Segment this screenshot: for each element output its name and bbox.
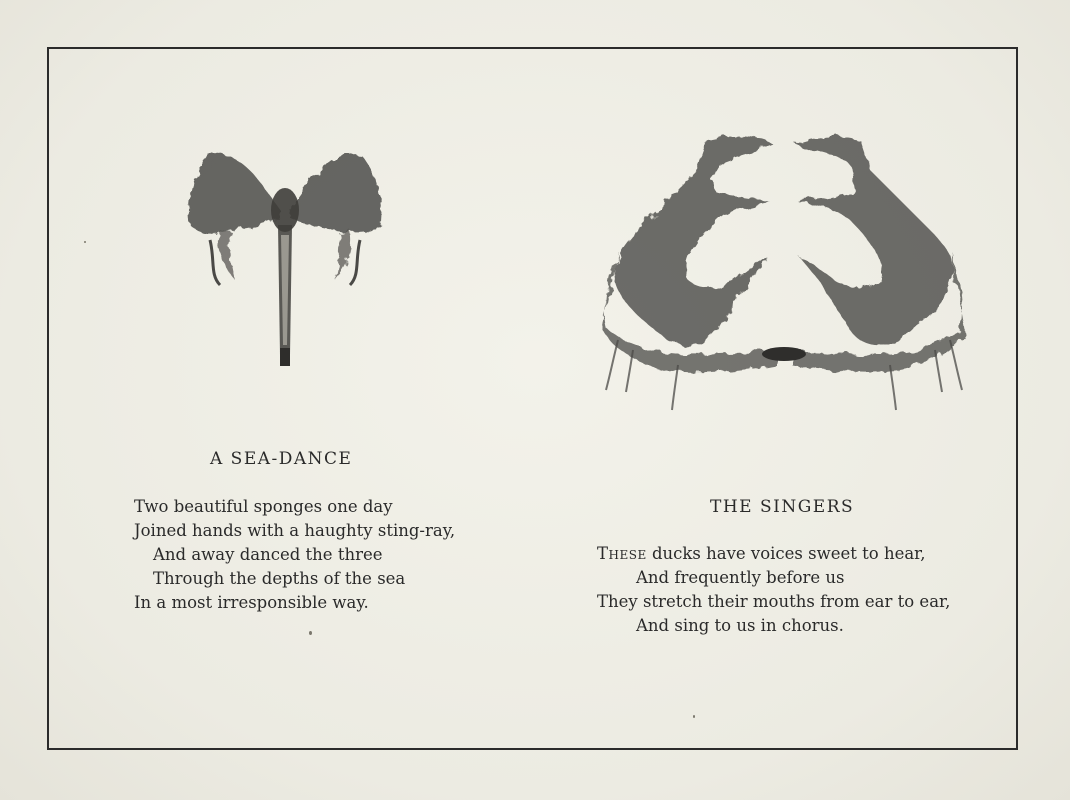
poem-line: In a most irresponsible way. [134, 593, 369, 612]
poem-line [597, 542, 950, 566]
singers-title: THE SINGERS [710, 497, 855, 517]
poem-line: They stretch their mouths from ear to ear, [597, 592, 951, 611]
singers-inkblot-illustration [598, 130, 970, 425]
paper-speck [84, 241, 86, 243]
poem-line: Joined hands with a haughty sting-ray, [134, 521, 456, 540]
poem-line-rest: ducks have voices sweet to hear, [646, 544, 926, 563]
paper-speck [693, 715, 695, 718]
poem-line: Through the depths of the sea [153, 569, 406, 588]
sea-dance-poem [134, 495, 455, 615]
poem-line: And away danced the three [153, 545, 383, 564]
singers-poem [597, 542, 950, 638]
poem-line: And frequently before us [636, 568, 845, 587]
poem-line: And sing to us in chorus. [636, 616, 844, 635]
sea-dance-inkblot-illustration [180, 140, 390, 372]
poem-line: Two beautiful sponges one day [134, 497, 393, 516]
sea-dance-title: A SEA-DANCE [210, 449, 353, 469]
poem-first-word: These [597, 544, 647, 563]
paper-speck [309, 631, 312, 635]
